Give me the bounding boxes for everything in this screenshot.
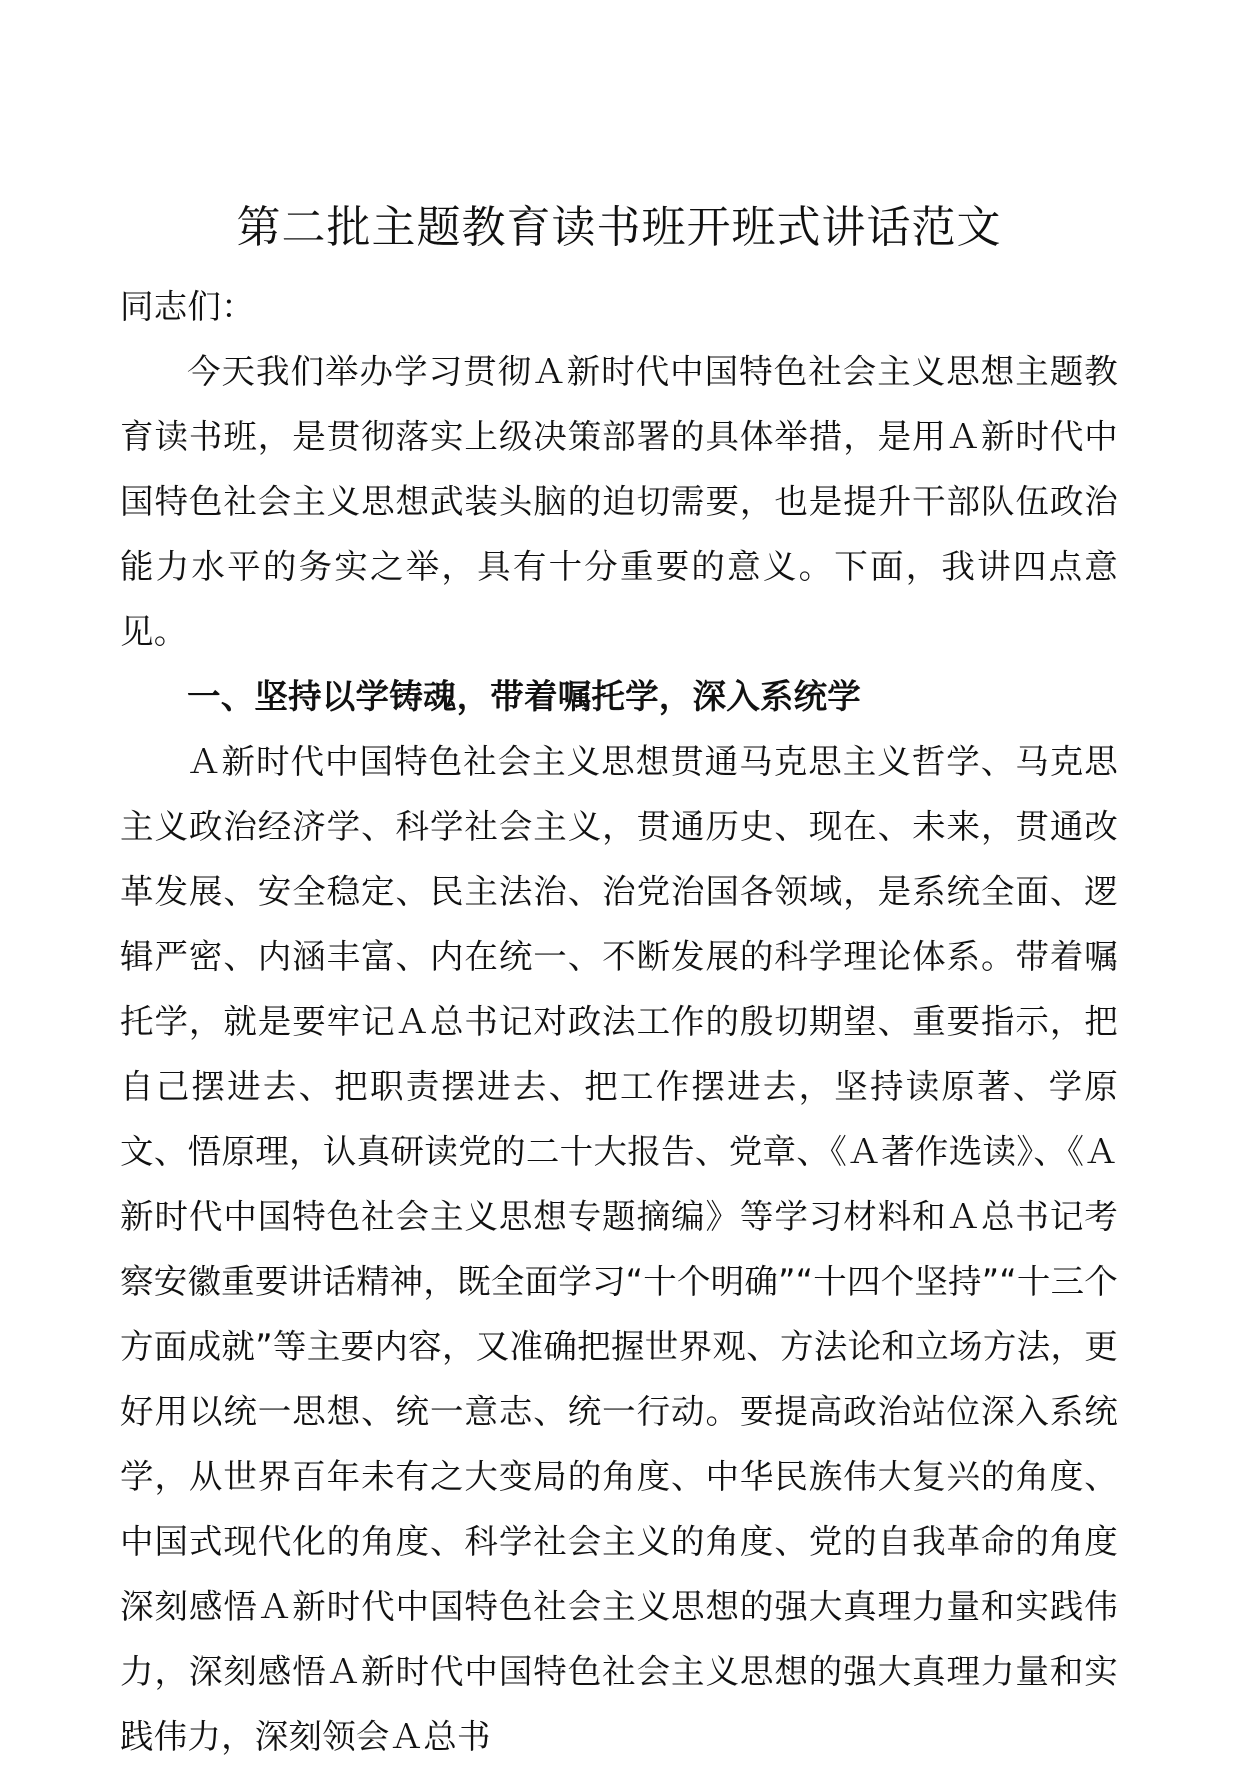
salutation: 同志们： <box>120 287 255 326</box>
document-body <box>120 274 1118 1769</box>
intro-paragraph: 今天我们举办学习贯彻Ａ新时代中国特色社会主义思想主题教育读书班，是贯彻落实上级决策部署的具体举措，是用Ａ新时代中国特色社会主义思想武装头脑的迫切需要，也是提升干部队伍政治能力水平的务实之举，具有十分重要的意义。下面，我讲四点意见。 <box>120 352 1118 651</box>
document-title: 第二批主题教育读书班开班式讲话范文 <box>236 202 1002 253</box>
section-paragraph: Ａ新时代中国特色社会主义思想贯通马克思主义哲学、马克思主义政治经济学、科学社会主义，贯通历史、现在、未来，贯通改革发展、安全稳定、民主法治、治党治国各领域，是系统全面、逻辑严密、内涵丰富、内在统一、不断发展的科学理论体系。带着嘱托学，就是要牢记Ａ总书记对政法工作的殷切期望、重要指示，把自己摆进去、把职责摆进去、把工作摆进去，坚持读原著、学原文、悟原理，认真研读党的二十大报告、党章、《Ａ著作选读》、《Ａ新时代中国特色社会主义思想专题摘编》等学习材料和Ａ总书记考察安徽重要讲话精神，既全面学习“十个明确”“十四个坚持”“十三个方面成就”等主要内容，又准确把握世界观、方法论和立场方法，更好用以统一思想、统一意志、统一行动。要提高政治站位深入系统学，从世界百年未有之大变局的角度、中华民族伟大复兴的角度、中国式现代化的角度、科学社会主义的角度、党的自我革命的角度深刻感悟Ａ新时代中国特色社会主义思想的强大真理力量和实践伟力，深刻感悟Ａ新时代中国特色社会主义思想的强大真理力量和实践伟力，深刻领会Ａ总书 <box>120 742 1118 1756</box>
section-heading: 一、坚持以学铸魂，带着嘱托学，深入系统学 <box>187 677 861 716</box>
